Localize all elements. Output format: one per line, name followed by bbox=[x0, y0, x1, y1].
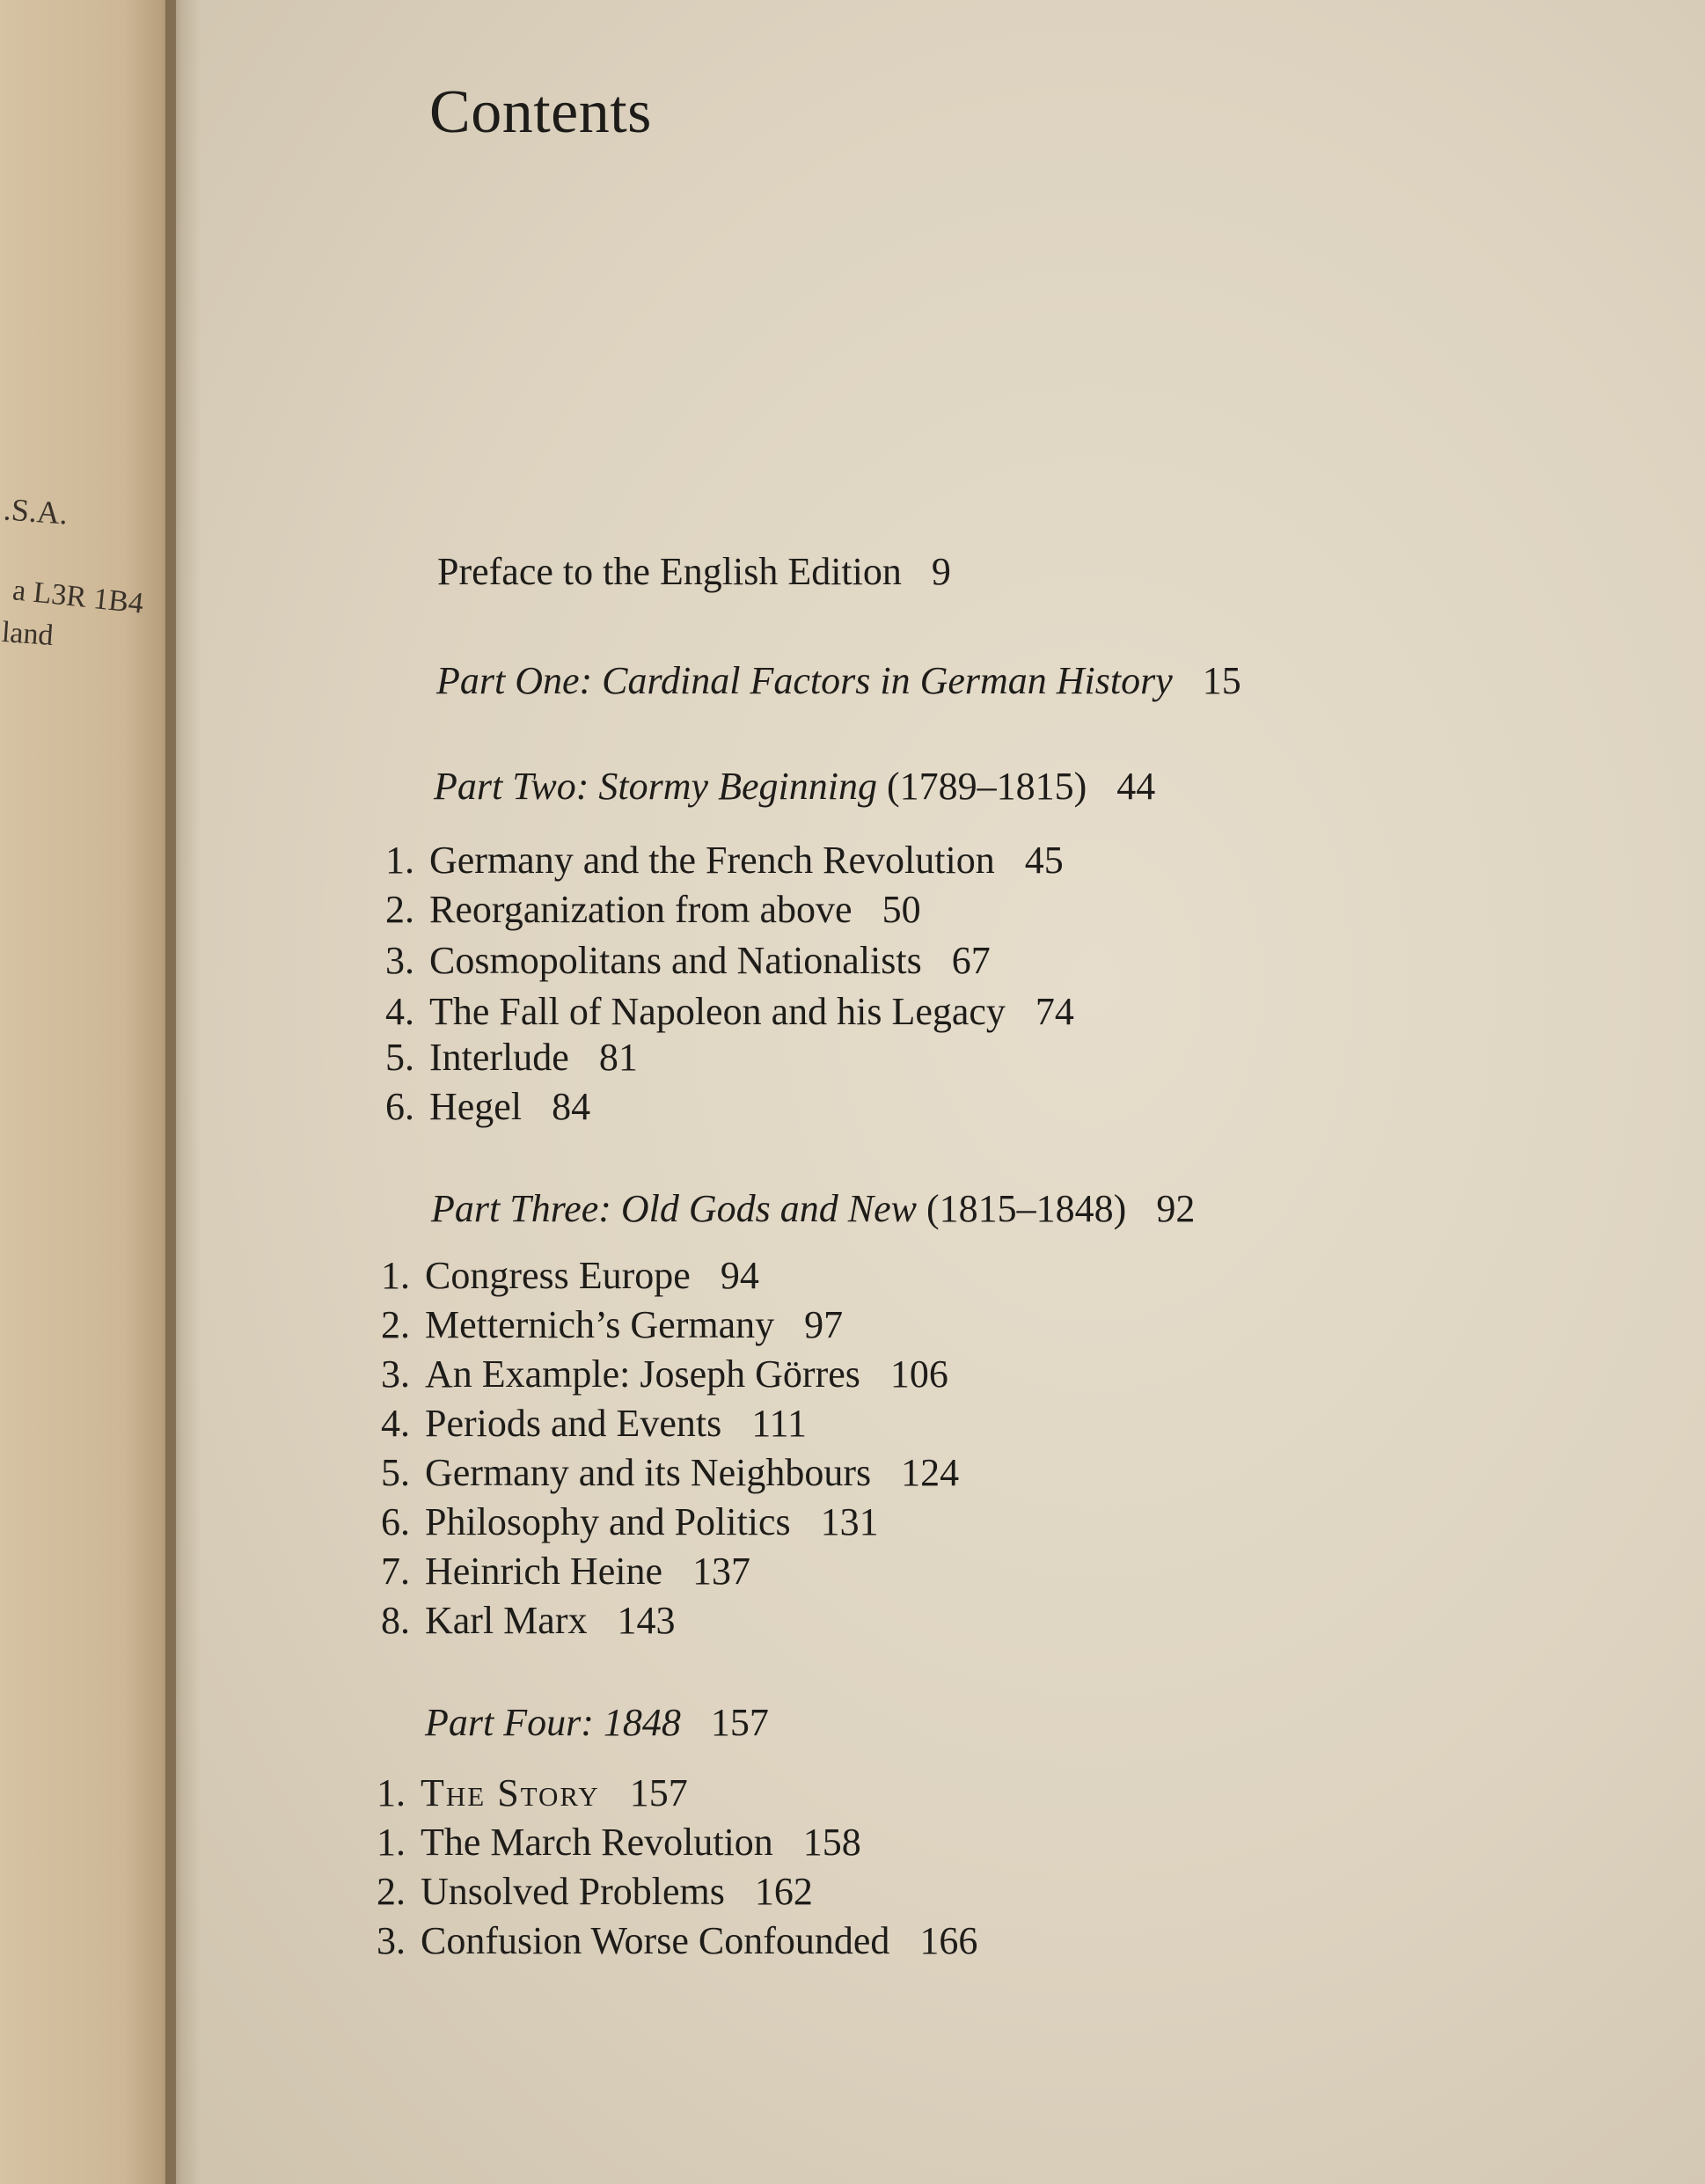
chapter-page: 94 bbox=[720, 1254, 759, 1297]
part-label: Part Four: 1848 bbox=[425, 1701, 681, 1744]
part-label: Part One: Cardinal Factors in German History bbox=[436, 659, 1173, 702]
left-page-fragment: a L3R 1B4 bbox=[11, 574, 145, 620]
left-page-fragment: land bbox=[0, 616, 55, 652]
toc-part-two bbox=[434, 764, 1155, 809]
chapter-number: 6. bbox=[381, 1500, 410, 1543]
toc-chapter bbox=[381, 1499, 879, 1544]
part-dates: (1789–1815) bbox=[886, 765, 1087, 808]
chapter-number: 3. bbox=[377, 1919, 406, 1962]
chapter-number: 3. bbox=[381, 1352, 410, 1396]
chapter-page: 162 bbox=[754, 1870, 813, 1913]
section-label: The Story bbox=[421, 1771, 600, 1814]
chapter-number: 8. bbox=[381, 1599, 410, 1642]
part-page: 92 bbox=[1156, 1187, 1196, 1230]
chapter-number: 7. bbox=[381, 1550, 410, 1593]
section-page: 157 bbox=[629, 1771, 688, 1814]
chapter-label: Confusion Worse Confounded bbox=[421, 1919, 890, 1962]
chapter-number: 5. bbox=[381, 1451, 410, 1494]
toc-chapter bbox=[377, 1918, 977, 1963]
chapter-number: 2. bbox=[377, 1870, 406, 1913]
chapter-label: The Fall of Napoleon and his Legacy bbox=[429, 990, 1006, 1033]
chapter-number: 4. bbox=[381, 1402, 410, 1445]
chapter-label: Unsolved Problems bbox=[421, 1870, 725, 1913]
toc-chapter bbox=[381, 1598, 676, 1643]
toc-section bbox=[377, 1770, 688, 1815]
chapter-number: 3. bbox=[385, 939, 414, 982]
toc-chapter bbox=[381, 1352, 948, 1396]
chapter-number: 6. bbox=[385, 1085, 414, 1128]
chapter-label: Interlude bbox=[429, 1036, 569, 1079]
chapter-page: 166 bbox=[919, 1919, 978, 1962]
chapter-number: 1. bbox=[377, 1821, 406, 1864]
toc-chapter bbox=[381, 1401, 807, 1446]
chapter-page: 67 bbox=[951, 939, 991, 982]
chapter-label: Cosmopolitans and Nationalists bbox=[429, 939, 922, 982]
part-label: Part Two: Stormy Beginning bbox=[434, 765, 877, 808]
toc-entry-preface bbox=[437, 549, 951, 594]
chapter-label: Congress Europe bbox=[425, 1254, 691, 1297]
chapter-label: Metternich’s Germany bbox=[425, 1303, 775, 1346]
toc-chapter bbox=[377, 1869, 813, 1914]
toc-part-three bbox=[431, 1186, 1195, 1231]
chapter-page: 106 bbox=[889, 1352, 948, 1396]
chapter-label: The March Revolution bbox=[421, 1821, 773, 1864]
chapter-page: 84 bbox=[552, 1085, 591, 1128]
chapter-page: 111 bbox=[751, 1402, 808, 1445]
chapter-page: 131 bbox=[820, 1500, 879, 1543]
toc-chapter bbox=[385, 887, 921, 932]
entry-page: 9 bbox=[931, 550, 951, 593]
left-page-fragment: .S.A. bbox=[2, 491, 70, 531]
toc-chapter bbox=[385, 838, 1064, 883]
chapter-number: 2. bbox=[381, 1303, 410, 1346]
chapter-label: Karl Marx bbox=[425, 1599, 588, 1642]
toc-chapter bbox=[381, 1302, 843, 1347]
chapter-number: 2. bbox=[385, 888, 414, 931]
chapter-page: 74 bbox=[1035, 990, 1074, 1033]
chapter-page: 97 bbox=[804, 1303, 844, 1346]
toc-chapter bbox=[385, 938, 991, 983]
chapter-number: 1. bbox=[381, 1254, 410, 1297]
toc-chapter bbox=[381, 1253, 759, 1298]
part-dates: (1815–1848) bbox=[926, 1187, 1127, 1230]
chapter-label: An Example: Joseph Görres bbox=[425, 1352, 860, 1396]
chapter-page: 81 bbox=[598, 1036, 638, 1079]
chapter-label: Hegel bbox=[429, 1085, 523, 1128]
chapter-label: Philosophy and Politics bbox=[425, 1500, 791, 1543]
chapter-page: 143 bbox=[617, 1599, 676, 1642]
toc-part-four bbox=[425, 1700, 769, 1745]
section-number: 1. bbox=[377, 1771, 406, 1814]
chapter-label: Reorganization from above bbox=[429, 888, 852, 931]
part-page: 44 bbox=[1116, 765, 1156, 808]
toc-chapter bbox=[381, 1450, 959, 1495]
chapter-label: Periods and Events bbox=[425, 1402, 722, 1445]
part-label: Part Three: Old Gods and New bbox=[431, 1187, 918, 1230]
chapter-number: 4. bbox=[385, 990, 414, 1033]
part-page: 15 bbox=[1202, 659, 1241, 702]
chapter-number: 1. bbox=[385, 839, 414, 882]
part-page: 157 bbox=[710, 1701, 769, 1744]
chapter-label: Germany and its Neighbours bbox=[425, 1451, 872, 1494]
toc-chapter bbox=[381, 1549, 750, 1594]
entry-label: Preface to the English Edition bbox=[437, 550, 902, 593]
chapter-page: 124 bbox=[901, 1451, 960, 1494]
toc-chapter bbox=[385, 1084, 590, 1129]
toc-chapter bbox=[377, 1820, 861, 1865]
chapter-page: 137 bbox=[692, 1550, 750, 1593]
toc-chapter bbox=[385, 989, 1074, 1034]
page-title: Contents bbox=[429, 78, 652, 146]
chapter-label: Heinrich Heine bbox=[425, 1550, 662, 1593]
chapter-number: 5. bbox=[385, 1036, 414, 1079]
chapter-label: Germany and the French Revolution bbox=[429, 839, 995, 882]
toc-chapter bbox=[385, 1035, 638, 1080]
chapter-page: 50 bbox=[882, 888, 921, 931]
chapter-page: 158 bbox=[802, 1821, 861, 1864]
chapter-page: 45 bbox=[1024, 839, 1064, 882]
toc-part-one bbox=[436, 658, 1241, 703]
